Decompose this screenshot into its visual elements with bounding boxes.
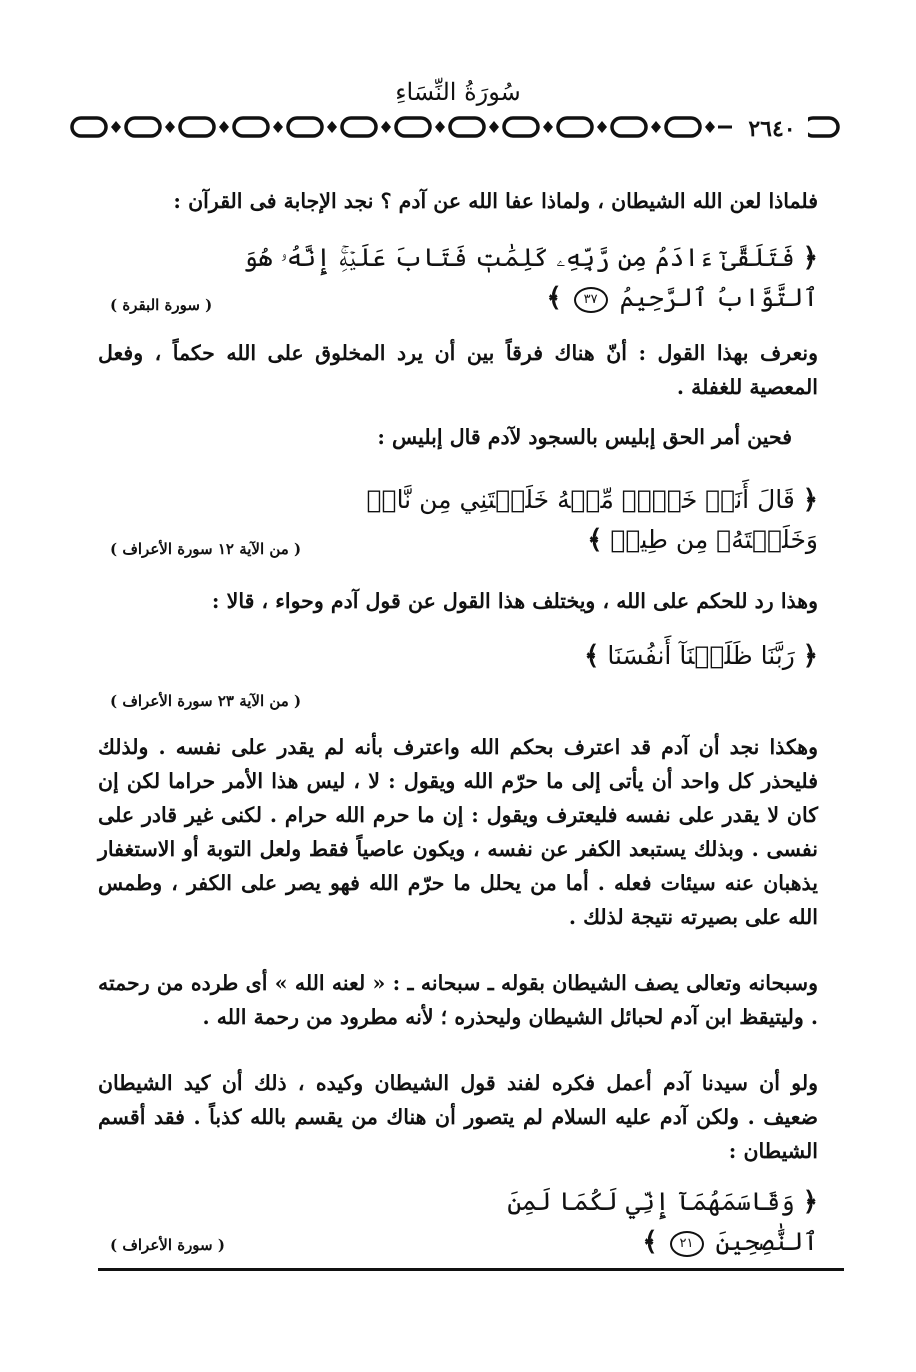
verse-text: رَبَّنَا ظَلَمۡنَآ أَنفُسَنَا — [607, 641, 795, 670]
paragraph-2: ونعرف بهذا القول : أنّ هناك فرقاً بين أن يرد المخلوق على الله حكماً ، وفعل المعصية للغفلة . — [98, 341, 818, 399]
verse-close-bracket: ﴾ — [546, 283, 562, 313]
verse-open-bracket: ﴿ — [802, 1187, 818, 1217]
verse-close-bracket: ﴾ — [584, 641, 600, 671]
verse-text: قَالَ أَنَا۠ خَيۡرٞ مِّنۡهُ خَلَقۡتَنِي مِن نَّارٖ وَخَلَقۡتَهُۥ مِن طِينٖ — [366, 485, 818, 554]
reference-baqarah: ( سورة البقرة ) — [110, 296, 213, 314]
verse-close-bracket: ﴾ — [642, 1227, 658, 1257]
footer-divider — [98, 1268, 844, 1271]
paragraph-5: وهكذا نجد أن آدم قد اعترف بحكم الله واعترف بأنه لم يقدر على نفسه . ولذلك فليحذر كل واحد أن يأتى إلى ما حرّم الله ويقول : لا ، ليس هذا الأمر حراما لكن إن كان لا يقدر على نفسه فليعترف ويقول : إن ما حرم الله حرام . لكنى غير قادر على نفسى . وبذلك يستبعد الكفر عن نفسه ، ويكون عاصياً فقط ولعل التوبة أو الاستغفار يذهبان عنه سيئات فعله . أما من يحلل ما حرّم الله فهو يصر على الكفر ، وطمس الله على بصيرته نتيجة لذلك . — [98, 735, 818, 929]
verse-text: وَقَاسَمَهُمَآ إِنِّي لَكُمَا لَمِنَ ٱلنَّٰصِحِينَ — [507, 1187, 818, 1256]
reference-araf: ( سورة الأعراف ) — [110, 1236, 225, 1254]
paragraph-6: وسبحانه وتعالى يصف الشيطان بقوله ـ سبحانه ـ : « لعنه الله » أى طرده من رحمته . وليتيقظ ابن آدم لحبائل الشيطان وليحذره ؛ لأنه مطرود من رحمة الله . — [98, 971, 818, 1029]
paragraph-7: ولو أن سيدنا آدم أعمل فكره لفند قول الشيطان وكيده ، ذلك أن كيد الشيطان ضعيف . ولكن آدم عليه السلام لم يتصور أن هناك من يقسم بالله كذباً . فقد أقسم الشيطان : — [98, 1071, 818, 1163]
verse-text: فَتَلَقَّىٰٓ ءَادَمُ مِن رَّبِّهِۦ كَلِمَٰتٖ فَتَابَ عَلَيۡهِۚ إِنَّهُۥ هُوَ ٱلتَّوَّابُ ٱلرَّحِيمُ — [243, 243, 818, 312]
verse-open-bracket: ﴿ — [802, 641, 818, 671]
verse-close-bracket: ﴾ — [587, 525, 603, 555]
verse-open-bracket: ﴿ — [802, 485, 818, 515]
paragraph-4: وهذا رد للحكم على الله ، ويختلف هذا القول عن قول آدم وحواء ، قالا : — [211, 589, 818, 613]
quran-verse-3 — [560, 636, 818, 676]
paragraph-3: فحين أمر الحق إبليس بالسجود لآدم قال إبليس : — [377, 425, 792, 449]
reference-araf-23: ( من الآية ٢٣ سورة الأعراف ) — [110, 692, 302, 710]
surah-title: سُورَةُ النِّسَاءِ — [395, 78, 521, 106]
verse-open-bracket: ﴿ — [802, 243, 818, 273]
paragraph-1: فلماذا لعن الله الشيطان ، ولماذا عفا الله عن آدم ؟ نجد الإجابة فى القرآن : — [173, 189, 818, 213]
reference-araf-12: ( من الآية ١٢ سورة الأعراف ) — [110, 540, 302, 558]
verse-number: ٢١ — [670, 1231, 704, 1257]
verse-number: ٣٧ — [574, 287, 608, 313]
page-number: ٢٦٤٠ — [736, 112, 808, 146]
